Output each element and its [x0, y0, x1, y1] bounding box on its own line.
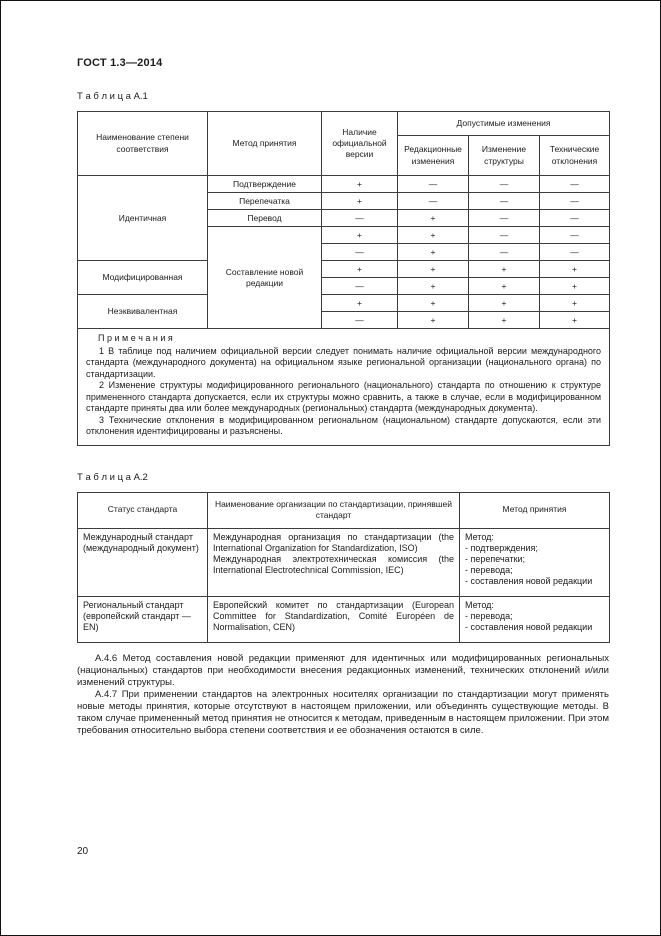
value-cell: + [469, 278, 540, 295]
value-cell: — [469, 176, 540, 193]
value-cell: — [469, 227, 540, 244]
table-a1-body [78, 176, 610, 329]
col-header-structure-changes: Изменение структуры [469, 136, 540, 176]
value-cell: + [540, 295, 610, 312]
table-a2-row [78, 528, 610, 596]
organization-cell [208, 596, 460, 642]
value-cell: + [398, 244, 469, 261]
adoption-method-cell [460, 528, 610, 596]
value-cell: + [540, 261, 610, 278]
organization-cell [208, 528, 460, 596]
method-cell: Составление новой редакции [208, 227, 322, 329]
value-cell: — [322, 278, 398, 295]
col-header-method: Метод принятия [208, 112, 322, 176]
table-a1-row [78, 176, 610, 193]
value-cell: + [322, 261, 398, 278]
value-cell: + [540, 278, 610, 295]
value-cell: + [398, 312, 469, 329]
method-line: - составления новой редакции [465, 575, 593, 586]
col-header-adoption-method: Метод принятия [460, 492, 610, 528]
value-cell: — [469, 244, 540, 261]
method-line: - составления новой редакции [465, 621, 593, 632]
col-header-status: Статус стандарта [78, 492, 208, 528]
method-cell: Перепечатка [208, 193, 322, 210]
value-cell: + [540, 312, 610, 329]
table-a2-header-row [78, 492, 610, 528]
paragraph: А.4.6 Метод составления новой редакции применяют для идентичных или модифицированных региональных (национальных) стандартов при необходимости внесения редакционных изменений, технических отклонений и/или изменений структуры. [77, 652, 609, 688]
method-line: Метод: [465, 531, 494, 542]
value-cell: — [540, 227, 610, 244]
col-header-official-version: Наличие официальной версии [322, 112, 398, 176]
table-a2-caption: Т а б л и ц а А.2 [77, 471, 148, 483]
status-cell: Региональный стандарт (европейский стандарт — EN) [78, 596, 208, 642]
value-cell: + [398, 295, 469, 312]
method-cell: Подтверждение [208, 176, 322, 193]
col-header-editorial-changes: Редакционные изменения [398, 136, 469, 176]
value-cell: — [322, 210, 398, 227]
page-content [1, 1, 661, 737]
page-number: 20 [77, 846, 89, 857]
table-a1-notes-row [78, 329, 610, 446]
value-cell: + [469, 261, 540, 278]
table-a1-caption: Т а б л и ц а А.1 [77, 91, 148, 102]
value-cell: — [398, 193, 469, 210]
degree-cell: Идентичная [78, 176, 208, 261]
value-cell: — [540, 244, 610, 261]
organization-paragraph: Международная электротехническая комиссия (the International Electrotechnical Commission, IEC) [213, 553, 454, 575]
value-cell: + [322, 295, 398, 312]
value-cell: + [322, 193, 398, 210]
table-a2-header [78, 492, 610, 528]
col-header-technical-deviations: Технические отклонения [540, 136, 610, 176]
table-a2 [77, 492, 610, 643]
value-cell: — [540, 193, 610, 210]
organization-paragraph: Европейский комитет по стандартизации (European Committee for Standardization, Comité Européen de Normalisation, CEN) [213, 599, 454, 632]
table-a2-body [78, 528, 610, 642]
value-cell: + [398, 210, 469, 227]
value-cell: — [540, 176, 610, 193]
method-line: Метод: [465, 599, 494, 610]
note-item: 2 Изменение структуры модифицированного регионального (национального) стандарта по отношению к структуре примененного стандарта допускается, если их структуры можно сравнить, а также в случае, если в модифицированном стандарте приняты два или более международных (региональных) стандарта (международных документа). [86, 380, 602, 413]
value-cell: + [469, 312, 540, 329]
value-cell: + [469, 295, 540, 312]
method-line: - перевода; [465, 564, 513, 575]
value-cell: + [398, 278, 469, 295]
document-title: ГОСТ 1.3—2014 [77, 57, 163, 69]
method-line: - перевода; [465, 610, 513, 621]
table-a1 [77, 111, 610, 446]
table-a1-header [78, 112, 610, 176]
method-line: - перепечатки; [465, 553, 526, 564]
notes-title: П р и м е ч а н и я [98, 333, 173, 343]
value-cell: + [322, 176, 398, 193]
table-a1-header-row-1 [78, 112, 610, 136]
body-paragraphs [77, 653, 609, 737]
value-cell: + [398, 227, 469, 244]
value-cell: — [469, 193, 540, 210]
method-cell: Перевод [208, 210, 322, 227]
degree-cell: Неэквивалентная [78, 295, 208, 329]
paragraph: А.4.7 При применении стандартов на электронных носителях организации по стандартизации могут применять новые методы принятия, которые отсутствуют в настоящем приложении, или объединять существующие методы. В таком случае примененный метод принятия не относится к методам, приведенным в настоящем приложении. При этом требования относительно выбора степени соответствия и ее обозначения остаются в силе. [77, 688, 609, 736]
note-item: 1 В таблице под наличием официальной версии следует понимать наличие официальной версии международного стандарта (международного документа) на официальном языке региональной организации (национального органа) по стандартизации. [86, 345, 602, 379]
table-a2-row [78, 596, 610, 642]
value-cell: + [322, 227, 398, 244]
table-a1-row [78, 261, 610, 278]
value-cell: — [469, 210, 540, 227]
table-a1-notes [78, 329, 610, 446]
col-header-allowed-changes: Допустимые изменения [398, 112, 610, 136]
table-a1-row [78, 295, 610, 312]
value-cell: + [398, 261, 469, 278]
organization-paragraph: Международная организация по стандартизации (the International Organization for Standardization, ISO) [213, 531, 454, 553]
method-line: - подтверждения; [465, 542, 538, 553]
table-a1-notes-cell [78, 329, 610, 446]
col-header-degree: Наименование степени соответствия [78, 112, 208, 176]
note-item: 3 Технические отклонения в модифицированном региональном (национальном) стандарте допускаются, если эти отклонения идентифицированы и разъяснены. [86, 414, 602, 436]
degree-cell: Модифицированная [78, 261, 208, 295]
col-header-organization: Наименование организации по стандартизации, принявшей стандарт [208, 492, 460, 528]
value-cell: — [398, 176, 469, 193]
value-cell: — [540, 210, 610, 227]
value-cell: — [322, 244, 398, 261]
adoption-method-cell [460, 596, 610, 642]
value-cell: — [322, 312, 398, 329]
status-cell: Международный стандарт (международный документ) [78, 528, 208, 596]
